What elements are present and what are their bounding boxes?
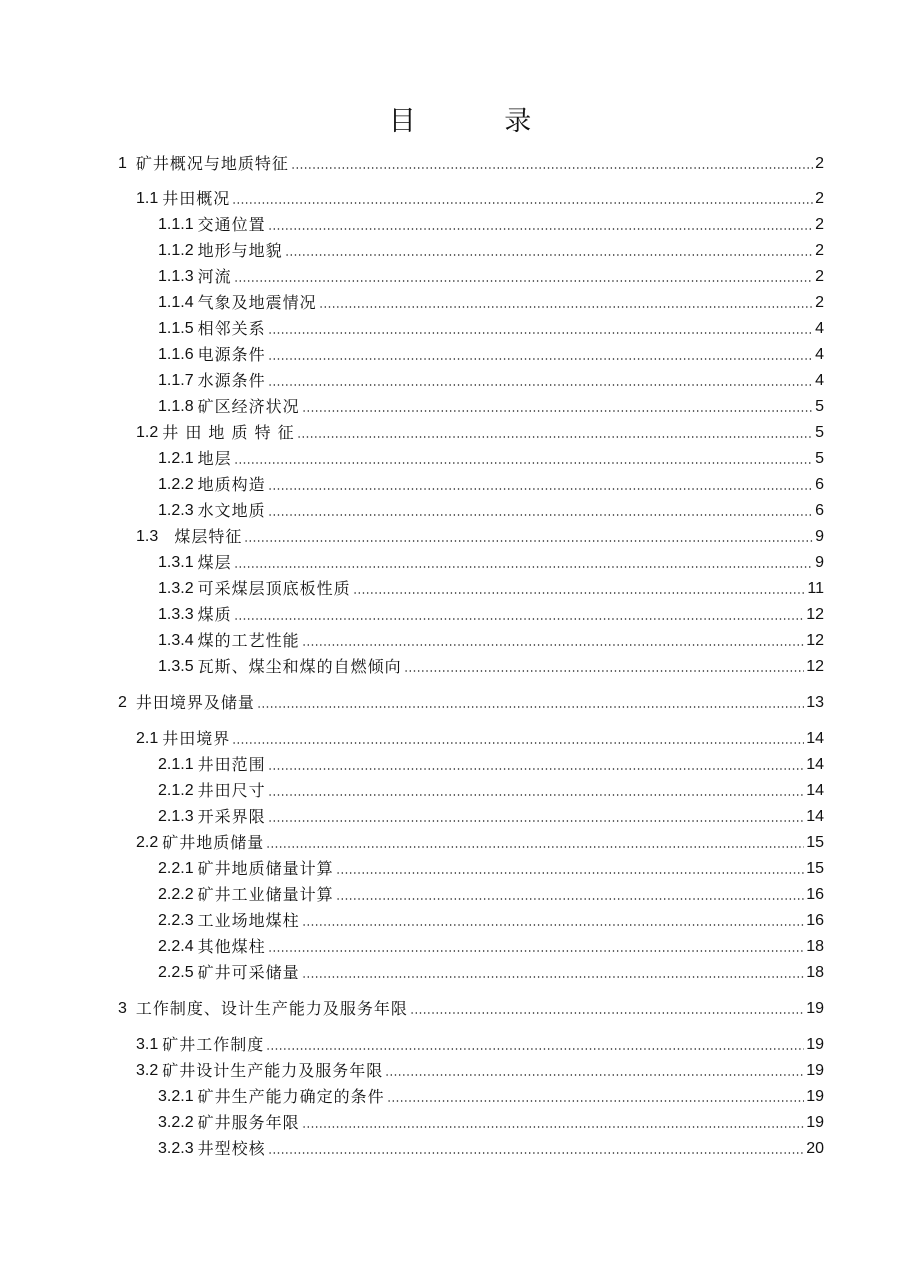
toc-entry-title: 可采煤层顶底板性质 <box>197 579 351 598</box>
toc-entry[interactable] <box>158 602 824 628</box>
dot-leader <box>385 1067 804 1077</box>
toc-entry[interactable] <box>158 316 824 342</box>
dot-leader <box>268 377 813 387</box>
toc-entry-number: 2.1.1 <box>158 756 194 773</box>
toc-entry-title: 井田尺寸 <box>197 781 266 800</box>
toc-entry[interactable] <box>158 472 824 498</box>
dot-leader <box>319 299 813 309</box>
toc-entry[interactable] <box>158 882 824 908</box>
toc-entry-title: 瓦斯、煤尘和煤的自燃倾向 <box>197 657 402 676</box>
toc-entry-page-number: 12 <box>806 606 824 623</box>
toc-entry-title: 地形与地貌 <box>197 241 283 260</box>
toc-entry-page-number: 18 <box>806 938 824 955</box>
toc-entry-number: 1.2.2 <box>158 476 194 493</box>
toc-entry-page-number: 13 <box>806 694 824 711</box>
toc-entry[interactable] <box>158 394 824 420</box>
toc-entry-number: 3.1 <box>136 1036 159 1053</box>
toc-entry-number: 2.2.2 <box>158 886 194 903</box>
toc-entry[interactable] <box>158 856 824 882</box>
toc-entry[interactable] <box>158 212 824 238</box>
toc-entry-title: 井田境界及储量 <box>135 693 255 712</box>
dot-leader <box>234 559 813 569</box>
dot-leader <box>257 699 804 709</box>
toc-entry-page-number: 15 <box>806 860 824 877</box>
toc-entry-number: 1.1.5 <box>158 320 194 337</box>
toc-entry-page-number: 5 <box>815 450 824 467</box>
toc-entry-title: 矿井概况与地质特征 <box>135 154 289 173</box>
dot-leader <box>302 969 805 979</box>
toc-entry-number: 3 <box>118 1000 127 1017</box>
toc-entry-number: 3.2.1 <box>158 1088 194 1105</box>
toc-entry-number: 1.1.6 <box>158 346 194 363</box>
dot-leader <box>268 1145 805 1155</box>
dot-leader <box>268 507 813 517</box>
toc-entry[interactable] <box>158 342 824 368</box>
toc-entry-number: 2.1.3 <box>158 808 194 825</box>
toc-entry[interactable] <box>158 752 824 778</box>
toc-entry-number: 1 <box>118 155 127 172</box>
dot-leader <box>268 813 805 823</box>
toc-entry-number: 1.1.4 <box>158 294 194 311</box>
toc-entry-page-number: 4 <box>815 320 824 337</box>
toc-entry[interactable] <box>136 1058 824 1084</box>
toc-entry-page-number: 16 <box>806 912 824 929</box>
toc-entry-page-number: 18 <box>806 964 824 981</box>
toc-entry-page-number: 5 <box>815 424 824 441</box>
toc-entry-page-number: 9 <box>815 554 824 571</box>
toc-entry-number: 1.1.2 <box>158 242 194 259</box>
dot-leader <box>268 943 805 953</box>
toc-entry-number: 1.3.3 <box>158 606 194 623</box>
toc-entry-page-number: 19 <box>806 1000 824 1017</box>
toc-entry[interactable] <box>158 1084 824 1110</box>
dot-leader <box>336 865 805 875</box>
toc-entry-page-number: 19 <box>806 1036 824 1053</box>
toc-entry-title: 地层 <box>197 449 232 468</box>
toc-entry-page-number: 2 <box>815 155 824 172</box>
toc-entry-title: 电源条件 <box>197 345 266 364</box>
toc-entry-page-number: 14 <box>806 730 824 747</box>
dot-leader <box>268 351 813 361</box>
dot-leader <box>302 637 805 647</box>
toc-entry-number: 2.1 <box>136 730 159 747</box>
dot-leader <box>410 1005 804 1015</box>
toc-entry-title: 矿井设计生产能力及服务年限 <box>162 1061 384 1080</box>
toc-entry[interactable] <box>158 576 824 602</box>
toc-entry-page-number: 6 <box>815 476 824 493</box>
dot-leader <box>234 611 805 621</box>
toc-entry-page-number: 14 <box>806 808 824 825</box>
toc-entry-page-number: 14 <box>806 782 824 799</box>
toc-entry[interactable] <box>158 498 824 524</box>
toc-entry-title: 井田境界 <box>162 729 231 748</box>
toc-entry-page-number: 19 <box>806 1062 824 1079</box>
toc-entry-number: 1.3.4 <box>158 632 194 649</box>
toc-entry-title: 井型校核 <box>197 1139 266 1158</box>
toc-entry[interactable] <box>158 1136 824 1162</box>
toc-entry-title: 矿井地质储量 <box>162 833 265 852</box>
toc-entry-title: 地质构造 <box>197 475 266 494</box>
toc-entry-title: 煤层特征 <box>162 527 243 546</box>
toc-entry-number: 2.2 <box>136 834 159 851</box>
toc-entry[interactable] <box>136 726 824 752</box>
toc-entry-page-number: 16 <box>806 886 824 903</box>
dot-leader <box>387 1093 805 1103</box>
toc-entry-number: 2.2.5 <box>158 964 194 981</box>
toc-entry-title: 工业场地煤柱 <box>197 911 300 930</box>
toc-entry[interactable] <box>158 264 824 290</box>
toc-entry-page-number: 4 <box>815 346 824 363</box>
toc-entry-number: 2 <box>118 694 127 711</box>
toc-entry[interactable] <box>158 778 824 804</box>
dot-leader <box>266 839 804 849</box>
toc-entry[interactable] <box>136 1032 824 1058</box>
dot-leader <box>268 325 813 335</box>
toc-entry-page-number: 4 <box>815 372 824 389</box>
toc-entry-page-number: 12 <box>806 658 824 675</box>
toc-entry-title: 井田概况 <box>162 189 231 208</box>
toc-entry-number: 2.2.4 <box>158 938 194 955</box>
toc-entry[interactable] <box>118 151 824 177</box>
toc-entry-number: 1.1.3 <box>158 268 194 285</box>
toc-entry-title: 矿井可采储量 <box>197 963 300 982</box>
toc-entry-page-number: 20 <box>806 1140 824 1157</box>
toc-entry-number: 1.3.2 <box>158 580 194 597</box>
dot-leader <box>232 735 804 745</box>
toc-entry[interactable] <box>158 550 824 576</box>
toc-entry-number: 2.2.3 <box>158 912 194 929</box>
toc-entry-page-number: 2 <box>815 242 824 259</box>
dot-leader <box>244 533 813 543</box>
toc-entry-page-number: 19 <box>806 1114 824 1131</box>
toc-entry-page-number: 2 <box>815 216 824 233</box>
toc-entry-title: 矿井工作制度 <box>162 1035 265 1054</box>
toc-entry[interactable] <box>136 420 824 446</box>
toc-entry-title: 矿井工业储量计算 <box>197 885 334 904</box>
toc-entry-title: 矿井生产能力确定的条件 <box>197 1087 385 1106</box>
toc-entry-title: 开采界限 <box>197 807 266 826</box>
dot-leader <box>234 273 813 283</box>
dot-leader <box>302 403 813 413</box>
toc-entry[interactable] <box>158 290 824 316</box>
toc-entry-number: 1.3.1 <box>158 554 194 571</box>
toc-entry[interactable] <box>158 1110 824 1136</box>
dot-leader <box>268 787 805 797</box>
toc-entry-number: 1.2 <box>136 424 159 441</box>
toc-entry-number: 1.3.5 <box>158 658 194 675</box>
toc-entry-page-number: 2 <box>815 268 824 285</box>
dot-leader <box>297 429 813 439</box>
toc-entry-page-number: 15 <box>806 834 824 851</box>
dot-leader <box>232 195 813 205</box>
toc-entry-number: 1.1.1 <box>158 216 194 233</box>
toc-entry-number: 1.2.3 <box>158 502 194 519</box>
toc-entry[interactable] <box>158 804 824 830</box>
toc-entry-page-number: 2 <box>815 294 824 311</box>
toc-entry[interactable] <box>158 446 824 472</box>
toc-entry-page-number: 9 <box>815 528 824 545</box>
toc-entry-number: 1.1.7 <box>158 372 194 389</box>
toc-entry-title: 井 田 地 质 特 征 <box>162 423 295 442</box>
toc-entry-page-number: 11 <box>807 580 824 597</box>
dot-leader <box>268 221 813 231</box>
toc-entry-title: 矿井地质储量计算 <box>197 859 334 878</box>
toc-entry[interactable] <box>118 996 824 1022</box>
dot-leader <box>234 455 813 465</box>
toc-entry[interactable] <box>158 368 824 394</box>
toc-entry[interactable] <box>158 628 824 654</box>
toc-entry[interactable] <box>136 830 824 856</box>
toc-title: 目 录 <box>388 106 572 137</box>
dot-leader <box>302 1119 805 1129</box>
toc-entry[interactable] <box>158 654 824 680</box>
toc-entry-title: 煤质 <box>197 605 232 624</box>
toc-entry[interactable] <box>118 690 824 716</box>
toc-entry[interactable] <box>136 186 824 212</box>
dot-leader <box>266 1041 804 1051</box>
toc-entry-title: 矿区经济状况 <box>197 397 300 416</box>
toc-entry-title: 其他煤柱 <box>197 937 266 956</box>
toc-entry-number: 3.2.3 <box>158 1140 194 1157</box>
toc-entry-page-number: 14 <box>806 756 824 773</box>
toc-entry-page-number: 19 <box>806 1088 824 1105</box>
toc-entry-title: 水文地质 <box>197 501 266 520</box>
dot-leader <box>336 891 805 901</box>
toc-entry-title: 煤层 <box>197 553 232 572</box>
toc-entry-number: 3.2 <box>136 1062 159 1079</box>
toc-entry-title: 工作制度、设计生产能力及服务年限 <box>135 999 408 1018</box>
toc-entry-number: 3.2.2 <box>158 1114 194 1131</box>
dot-leader <box>268 481 813 491</box>
toc-entry-number: 1.2.1 <box>158 450 194 467</box>
toc-entry-number: 2.1.2 <box>158 782 194 799</box>
toc-entry-title: 相邻关系 <box>197 319 266 338</box>
dot-leader <box>291 160 813 170</box>
toc-entry-title: 交通位置 <box>197 215 266 234</box>
dot-leader <box>353 585 806 595</box>
toc-entry-page-number: 2 <box>815 190 824 207</box>
toc-entry[interactable] <box>158 238 824 264</box>
toc-entry-title: 井田范围 <box>197 755 266 774</box>
toc-entry-page-number: 6 <box>815 502 824 519</box>
toc-entry-number: 1.1 <box>136 190 159 207</box>
dot-leader <box>404 663 805 673</box>
toc-entry-number: 1.1.8 <box>158 398 194 415</box>
toc-entry-number: 1.3 <box>136 528 159 545</box>
toc-entry-title: 气象及地震情况 <box>197 293 317 312</box>
toc-entry[interactable] <box>158 960 824 986</box>
dot-leader <box>285 247 813 257</box>
toc-entry-page-number: 12 <box>806 632 824 649</box>
toc-entry[interactable] <box>158 908 824 934</box>
toc-entry[interactable] <box>136 524 824 550</box>
toc-entry-title: 煤的工艺性能 <box>197 631 300 650</box>
toc-entry-number: 2.2.1 <box>158 860 194 877</box>
toc-entry-title: 河流 <box>197 267 232 286</box>
toc-entry-title: 水源条件 <box>197 371 266 390</box>
toc-entry[interactable] <box>158 934 824 960</box>
dot-leader <box>302 917 805 927</box>
toc-entry-title: 矿井服务年限 <box>197 1113 300 1132</box>
toc-entry-page-number: 5 <box>815 398 824 415</box>
dot-leader <box>268 761 805 771</box>
